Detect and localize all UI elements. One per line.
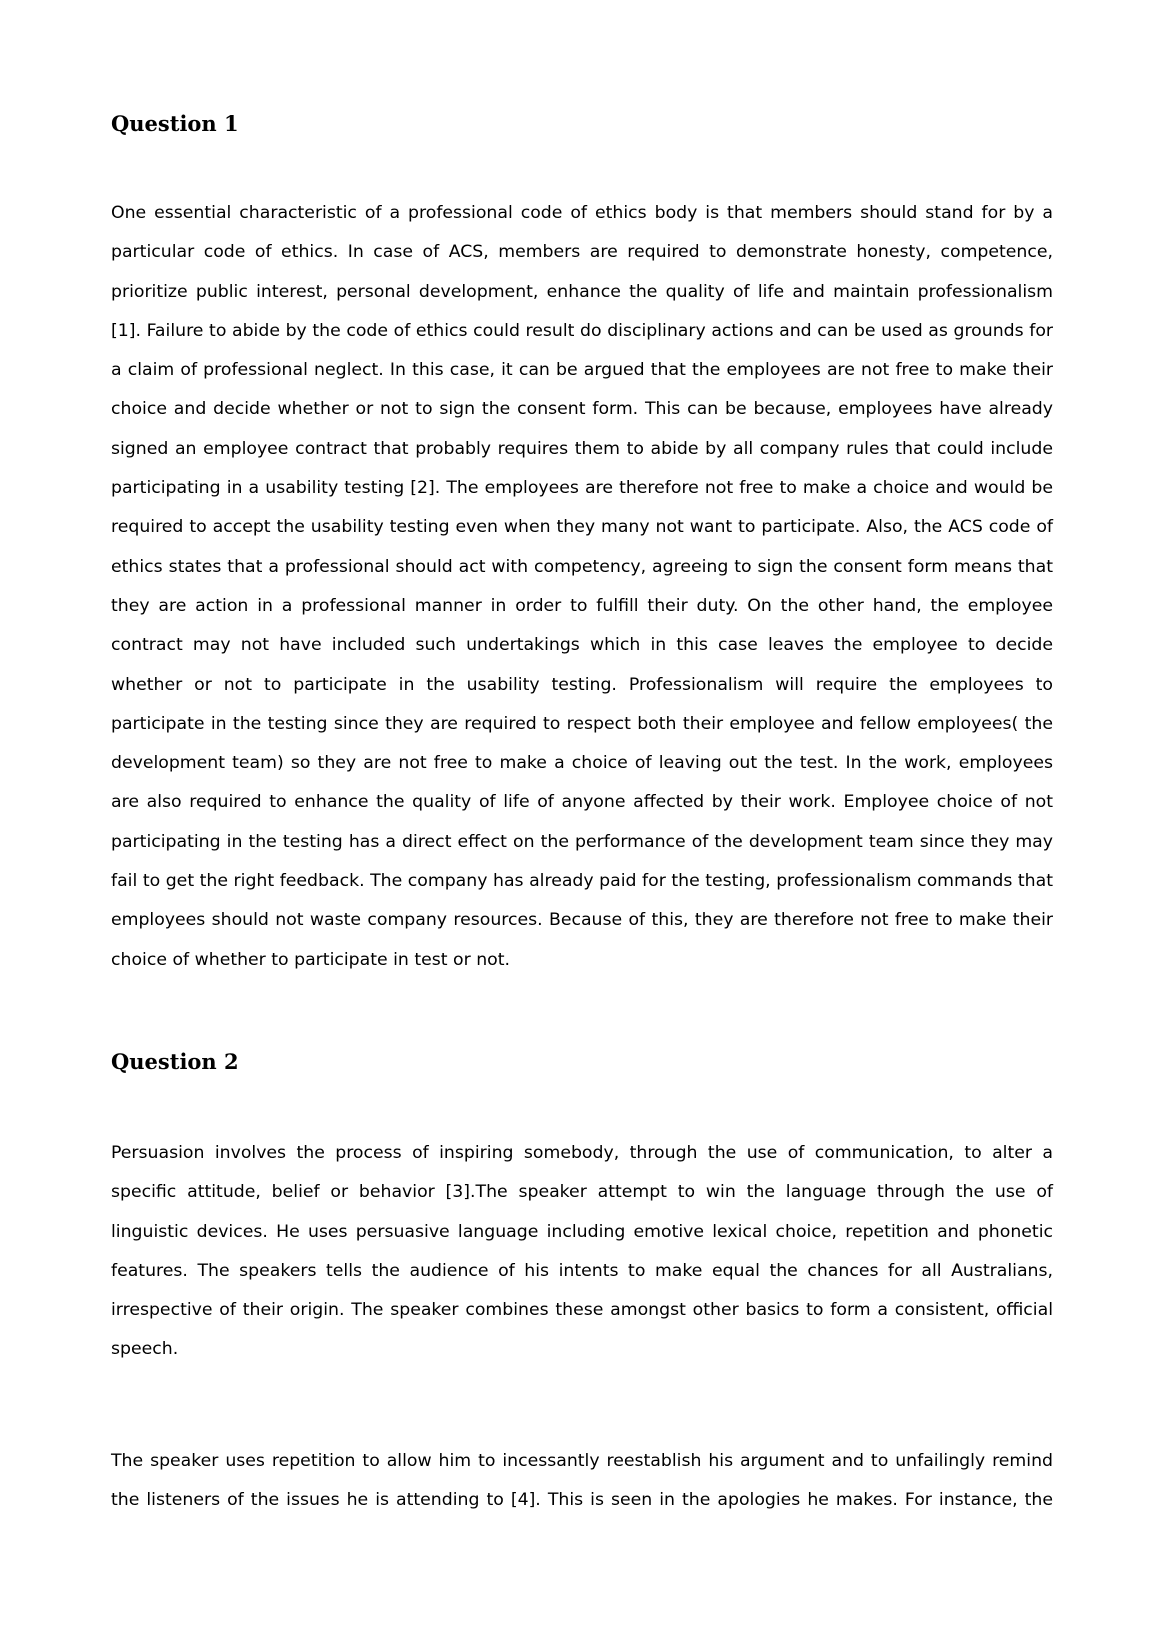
question-1-paragraph: One essential characteristic of a professional code of ethics body is that members should stand for by a particular code of ethics. In case of ACS, members are required to demonstrate honesty, competence, prioritize public interest, personal development, enhance the quality of life and maintain professionalism [1]. Failure to abide by the code of ethics could result do disciplinary actions and can be used as grounds for a claim of professional neglect. In this case, it can be argued that the employees are not free to make their choice and decide whether or not to sign the consent form. This can be because, employees have already signed an employee contract that probably requires them to abide by all company rules that could include participating in a usability testing [2]. The employees are therefore not free to make a choice and would be required to accept the usability testing even when they many not want to participate. Also, the ACS code of ethics states that a professional should act with competency, agreeing to sign the consent form means that they are action in a professional manner in order to fulfill their duty. On the other hand, the employee contract may not have included such undertakings which in this case leaves the employee to decide whether or not to participate in the usability testing. Professionalism will require the employees to participate in the testing since they are required to respect both their employee and fellow employees( the development team) so they are not free to make a choice of leaving out the test. In the work, employees are also required to enhance the quality of life of anyone affected by their work. Employee choice of not participating in the testing has a direct effect on the performance of the development team since they may fail to get the right feedback. The company has already paid for the testing, professionalism commands that employees should not waste company resources. Because of this, they are therefore not free to make their choice of whether to participate in test or not.	[111, 203, 1053, 970]
question-2-heading: Question 2	[111, 1049, 239, 1074]
question-1-heading: Question 1	[111, 111, 239, 136]
question-2-paragraph-1: Persuasion involves the process of inspiring somebody, through the use of communication, to alter a specific attitude, belief or behavior [3].The speaker attempt to win the language through the use of linguistic devices. He uses persuasive language including emotive lexical choice, repetition and phonetic features. The speakers tells the audience of his intents to make equal the chances for all Australians, irrespective of their origin. The speaker combines these amongst other basics to form a consistent, official speech.	[111, 1143, 1053, 1360]
question-2-paragraph-2: The speaker uses repetition to allow him to incessantly reestablish his argument and to unfailingly remind the listeners of the issues he is attending to [4]. This is seen in the apologies he makes. For instance, the	[111, 1451, 1053, 1511]
